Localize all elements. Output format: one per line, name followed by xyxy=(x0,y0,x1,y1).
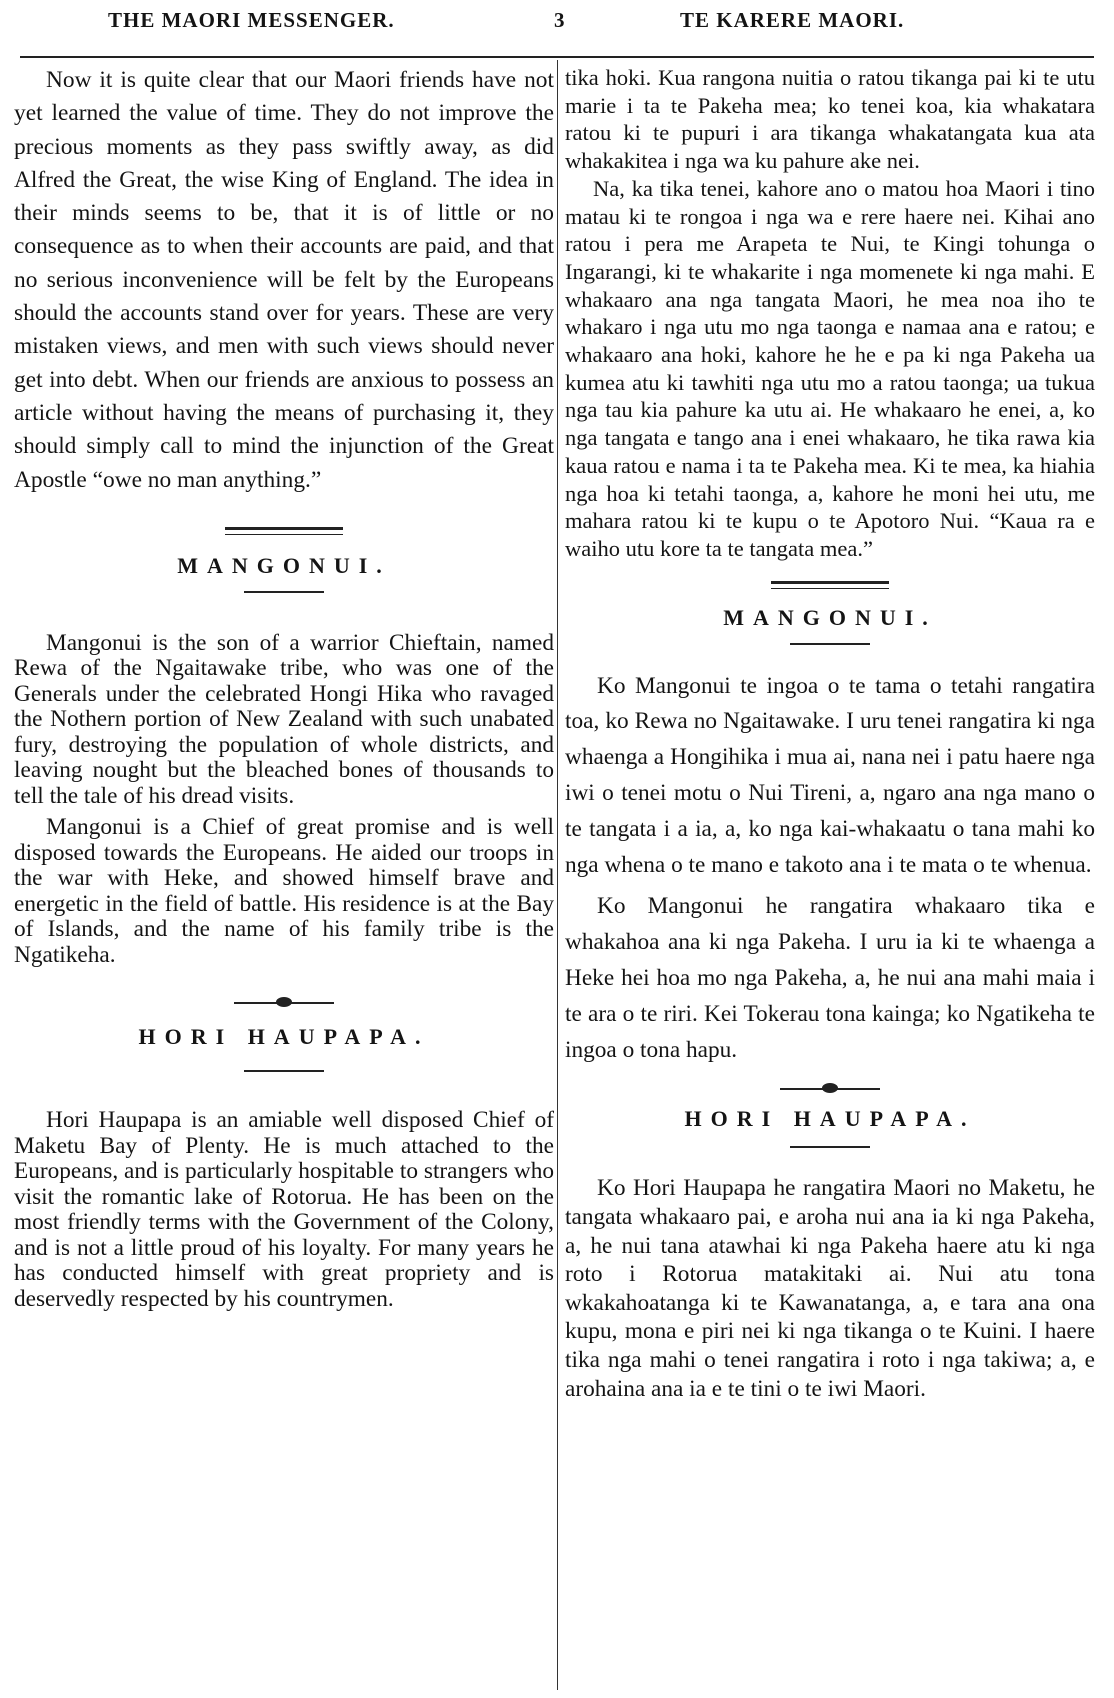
ornamental-rule xyxy=(780,1082,880,1096)
maori-intro-paragraph-1: tika hoki. Kua rangona nuitia o ratou tikanga pai ki te utu marie i ta te Pakeha mea; ko tenei koa, kia whakatara ratou ki te pupuri i ara tikanga whakatangata kua ata whakakitea i nga wa ku pahure ake nei. xyxy=(565,65,1095,174)
running-header xyxy=(0,8,1114,38)
maori-mangonui-heading: MANGONUI. xyxy=(723,604,937,630)
header-rule xyxy=(20,56,1094,58)
maori-mangonui-paragraph-1: Ko Mangonui te ingoa o te tama o tetahi rangatira toa, ko Rewa no Ngaitawake. I uru tenei rangatira ki nga whaenga a Hongihika i mua ai, nana nei i patu haere nga iwi o tenei motu o Nui Tireni, a, ngaro ana nga mano o te tangata i a ia, a, ko nga kai-whakaatu o tana mahi ko nga whena o te mano e takoto ana i te mata o te whenua. xyxy=(565,672,1095,878)
ornamental-rule xyxy=(234,996,334,1010)
double-rule xyxy=(771,581,889,589)
english-mangonui-paragraph-1: Mangonui is the son of a warrior Chieftain, named Rewa of the Ngaitawake tribe, who was one of the Generals under the celebrated Hongi Hika who ravaged the Nothern portion of New Zealand with such unabated fury, destroying the population of whole districts, and leaving nought but the bleached bones of thousands to tell the tale of his dread visits. xyxy=(14,629,554,809)
header-maori-title: TE KARERE MAORI. xyxy=(680,8,905,32)
maori-hori-heading: HORI HAUPAPA. xyxy=(684,1106,976,1132)
page-number: 3 xyxy=(554,8,566,32)
maori-intro-paragraph-2: Na, ka tika tenei, kahore ano o matou hoa Maori i tino matau ki te rongoa i nga wa e rere haere nei. Kihai ano ratou i pera me Arapeta te Nui, te Kingi tohunga o Ingarangi, ki te whakarite i nga momenete ki nga mahi. E whakaaro ana nga tangata Maori, he mea noa iho te whakaro i nga utu mo nga taonga e namaa ana e ratou; e whakaaro ana hoki, kahore he he e pa ki nga Pakeha ua kumea atu ki tawhiti nga utu mo a ratou taonga; ua tukua nga tau kia pahure ka utu ai. He whakaaro he enei, a, ko nga tangata e tango ana i enei whakaaro, he tika rawa kia kaua ratou e nama i ta te Pakeha mea. Ki te mea, ka hiahia nga hoa ki tetahi taonga, a, kahore he moni hei utu, me mahara ratou ki te kupu o te Apotoro Nui. “Kaua ra e waiho utu kore ta te tangata mea.” xyxy=(565,175,1095,561)
header-english-title: THE MAORI MESSENGER. xyxy=(108,8,395,32)
column-divider xyxy=(557,60,558,1690)
english-hori-paragraph: Hori Haupapa is an amiable well disposed Chief of Maketu Bay of Plenty. He is much attached to the Europeans, and is particularly hospitable to strangers who visit the romantic lake of Rotorua. He has been on the most friendly terms with the Government of the Colony, and is not a little proud of his loyalty. For many years he has conducted himself with great propriety and is deservedly respected by his countrymen. xyxy=(14,1107,554,1312)
english-hori-heading: HORI HAUPAPA. xyxy=(138,1024,430,1050)
maori-column xyxy=(565,64,1095,1403)
english-intro-paragraph: Now it is quite clear that our Maori friends have not yet learned the value of time. They do not improve the precious moments as they pass swiftly away, as did Alfred the Great, the wise King of England. The idea in their minds seems to be, that it is of little or no consequence as to when their accounts are paid, and that no serious inconvenience will be felt by the Europeans should the accounts stand over for years. These are very mistaken views, and men with such views should never get into debt. When our friends are anxious to possess an article without having the means of purchasing it, they should simply call to mind the injunction of the Great Apostle “owe no man anything.” xyxy=(14,67,554,493)
maori-hori-paragraph: Ko Hori Haupapa he rangatira Maori no Maketu, he tangata whakaaro pai, e aroha nui ana ia ki nga Pakeha, a, he nui tana atawhai ki nga Pakeha haere atu ki nga roto i Rotorua matakitaki ai. Nui atu tona wkakahoatanga ki te Kawanatanga, a, e tara ana ona kupu, mona e piri nei ki nga tikanga o te Kuini. I haere tika nga mahi o tenei rangatira i roto i nga takiwa; a, e arohaina ana ia e te tini o te iwi Maori. xyxy=(565,1175,1095,1402)
maori-mangonui-paragraph-2: Ko Mangonui he rangatira whakaaro tika e whakahoa ana ki nga Pakeha. I uru ia ki te whaenga a Heke hei hoa mo nga Pakeha, a, he nui ana mahi maia i te ara o te riri. Kei Tokerau tona kainga; ko Ngatikeha te ingoa o tona hapu. xyxy=(565,893,1095,1063)
double-rule xyxy=(225,527,343,535)
english-mangonui-paragraph-2: Mangonui is a Chief of great promise and is well disposed towards the Europeans. He aided our troops in the war with Heke, and showed himself brave and energetic in the field of battle. His residence is at the Bay of Islands, and the name of his family tribe is the Ngatikeha. xyxy=(14,814,554,968)
english-column xyxy=(14,64,554,1312)
english-mangonui-heading: MANGONUI. xyxy=(177,552,391,578)
